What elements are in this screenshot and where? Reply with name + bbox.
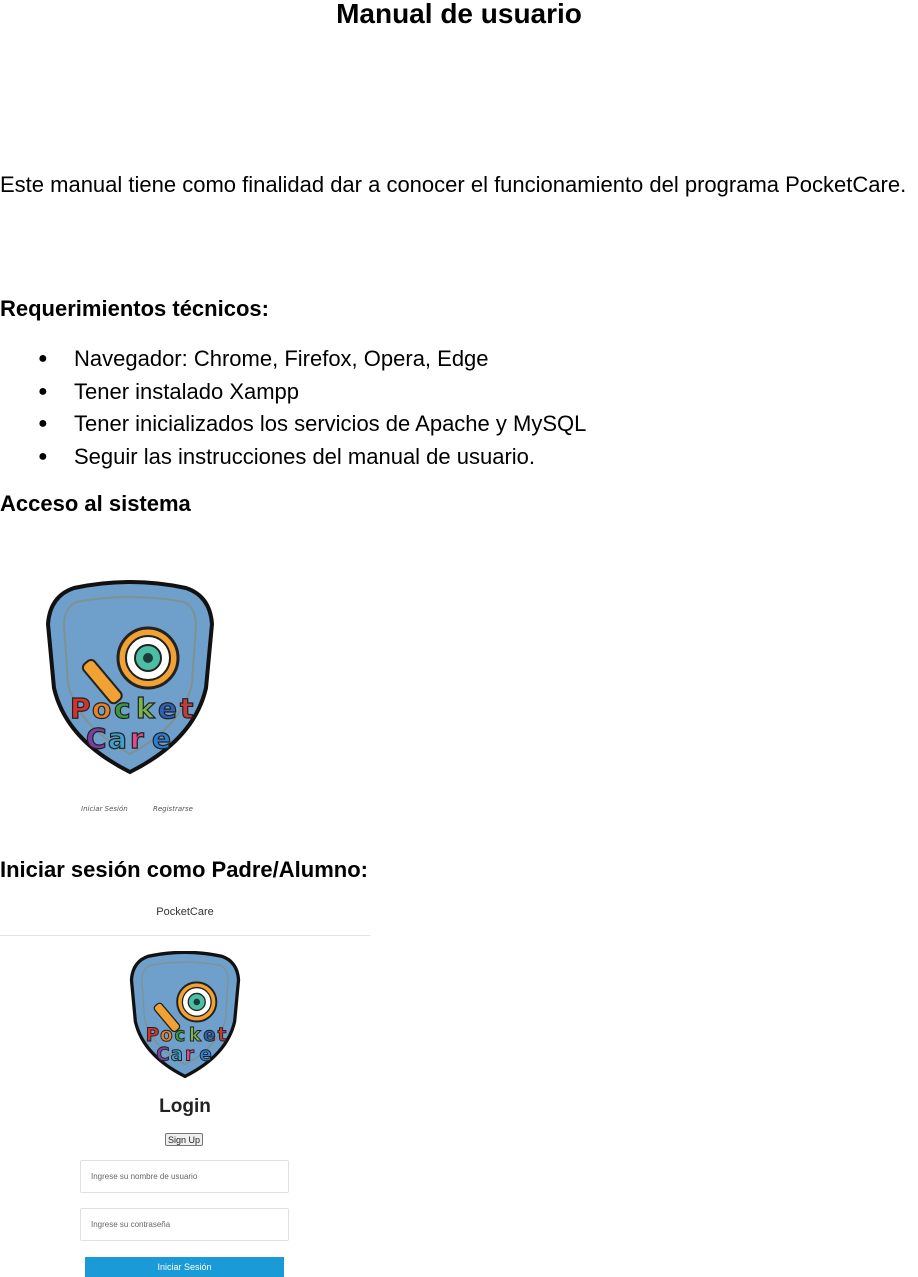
logo-letter: e	[203, 1025, 216, 1047]
pocketcare-logo	[44, 580, 216, 776]
navbar-divider	[0, 935, 370, 936]
login-screenshot	[0, 896, 370, 1277]
login-link[interactable]: Iniciar Sesión	[81, 805, 128, 813]
login-title: Login	[159, 1096, 211, 1117]
document-title: Manual de usuario	[336, 0, 582, 29]
list-item	[0, 344, 586, 377]
logo-letter: t	[180, 692, 194, 725]
list-item	[0, 409, 586, 442]
username-input[interactable]	[80, 1160, 289, 1193]
bullet-icon: ●	[38, 382, 48, 400]
list-item-text: Navegador: Chrome, Firefox, Opera, Edge	[74, 346, 489, 371]
list-item	[0, 377, 586, 410]
intro-paragraph: Este manual tiene como finalidad dar a conocer el funcionamiento del programa PocketCare.	[0, 172, 907, 197]
logo-letter: e	[199, 1044, 212, 1066]
logo-letter: k	[136, 692, 155, 725]
logo-letter: e	[158, 692, 177, 725]
logo-letter: a	[108, 722, 127, 755]
login-submit-button[interactable]: Iniciar Sesión	[85, 1257, 284, 1277]
logo-letter: o	[160, 1025, 173, 1047]
logo-letter: c	[114, 692, 131, 725]
logo-letter: r	[130, 722, 144, 755]
logo-letter: P	[145, 1025, 160, 1047]
list-item-text: Tener inicializados los servicios de Apache y MySQL	[74, 411, 587, 437]
list-item	[0, 442, 586, 475]
register-link[interactable]: Registrarse	[153, 805, 193, 813]
pocketcare-logo-small	[128, 951, 242, 1079]
logo-letter: o	[92, 692, 112, 725]
logo-letter: a	[170, 1044, 183, 1066]
logo-letter: c	[174, 1025, 186, 1047]
list-item-text: Seguir las instrucciones del manual de usuario.	[74, 444, 536, 470]
logo-letter: C	[156, 1044, 170, 1066]
login-section-heading: Iniciar sesión como Padre/Alumno:	[0, 857, 368, 882]
password-input[interactable]	[80, 1208, 289, 1241]
access-heading: Acceso al sistema	[0, 491, 191, 516]
bullet-icon: ●	[38, 415, 48, 433]
sign-up-button[interactable]: Sign Up	[165, 1133, 203, 1146]
logo-letter: C	[86, 722, 107, 755]
app-brand[interactable]: PocketCare	[156, 906, 214, 918]
bullet-icon: ●	[38, 350, 48, 367]
logo-letter: P	[70, 692, 91, 725]
logo-letter: e	[152, 722, 171, 755]
logo-letter: r	[185, 1044, 195, 1066]
logo-letter: t	[217, 1025, 227, 1047]
requirements-list	[0, 344, 586, 475]
logo-letter: k	[188, 1025, 202, 1047]
requirements-heading: Requerimientos técnicos:	[0, 296, 269, 321]
list-item-text: Tener instalado Xampp	[74, 378, 300, 404]
bullet-icon: ●	[38, 448, 48, 466]
